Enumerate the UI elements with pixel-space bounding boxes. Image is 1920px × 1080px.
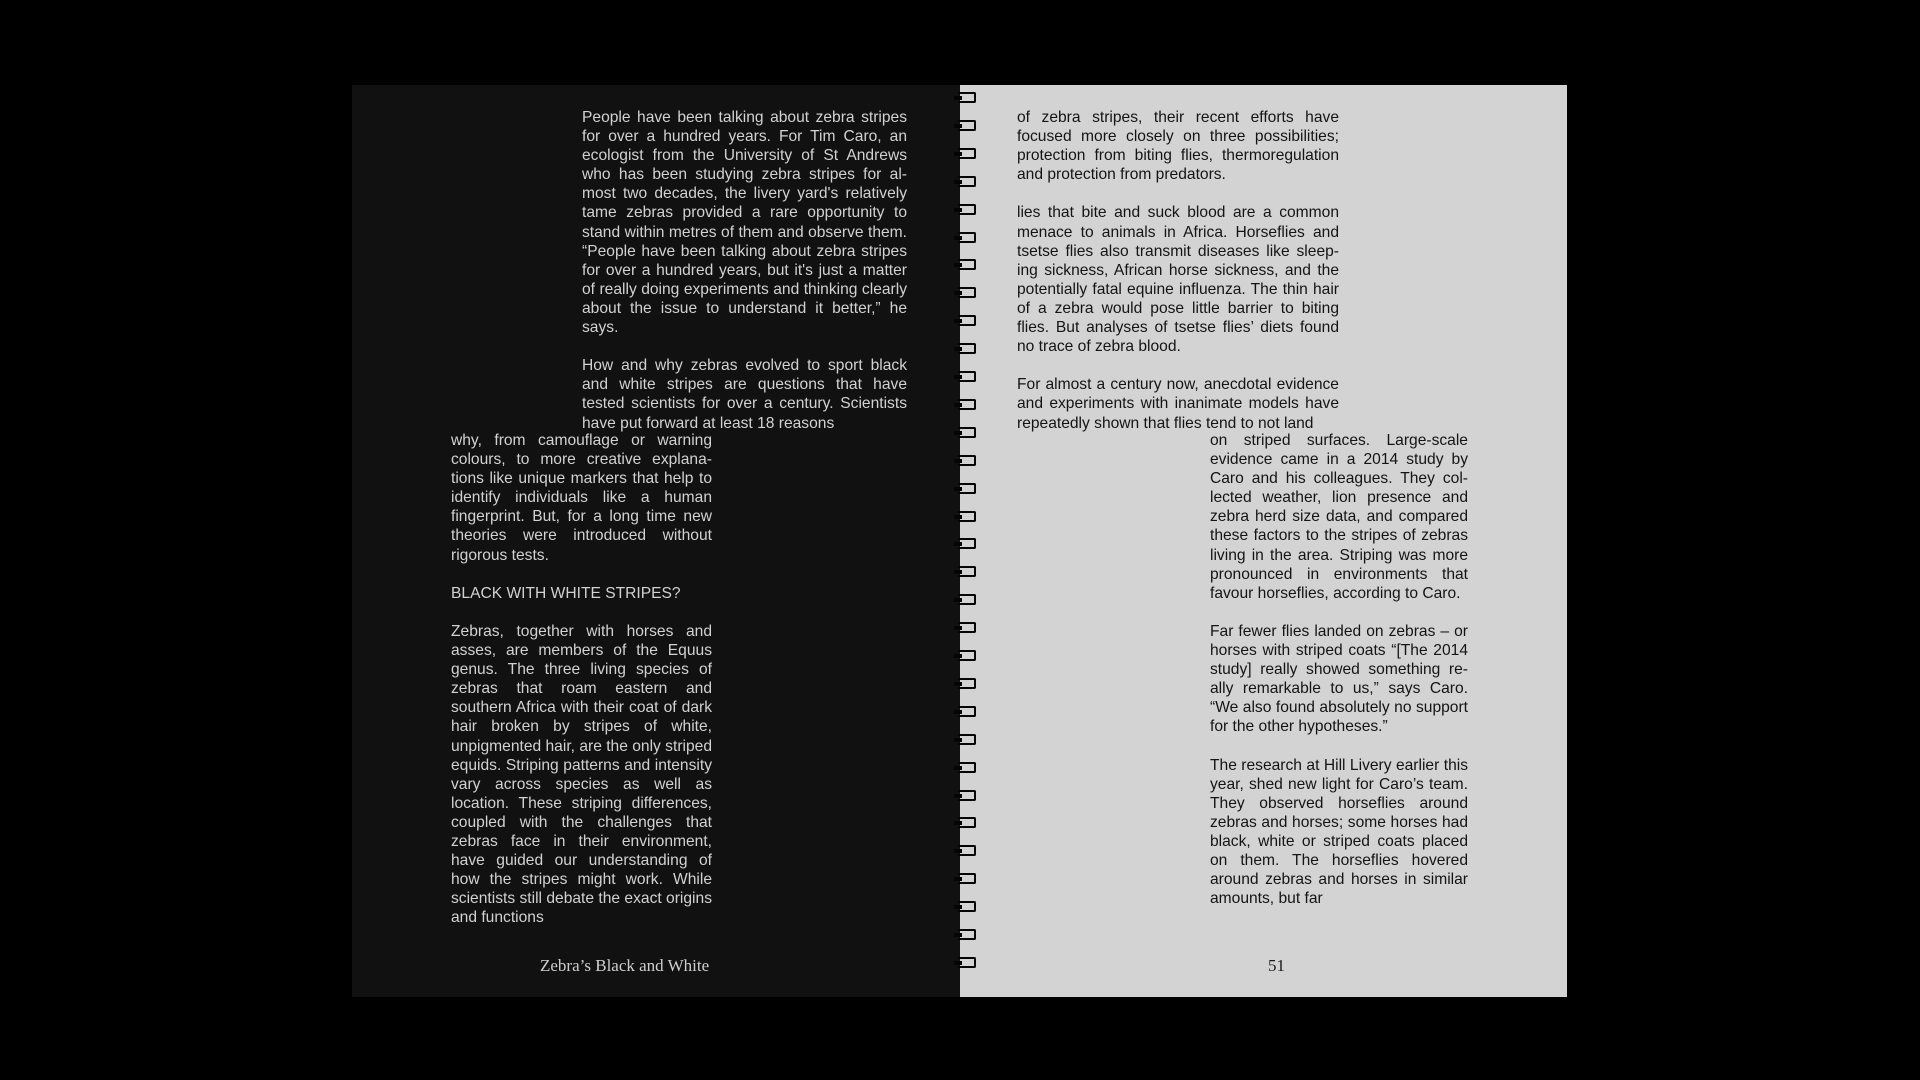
footer-title: Zebra’s Black and White xyxy=(540,956,710,975)
binding-coil xyxy=(958,204,976,215)
paragraph: How and why zebras evolved to sport black and white stripes are questions that have tested scientists for over a century. Scientists have put forward at least 18 reasons xyxy=(582,357,907,432)
right-column-bottom xyxy=(1210,431,1468,908)
paragraph: of zebra stripes, their recent efforts have focused more closely on three possibilities; protection from biting flies, thermoregulation and protection from predators. xyxy=(1017,109,1339,184)
binding-coil xyxy=(958,259,976,270)
binding-coil xyxy=(958,929,976,940)
left-column-bottom xyxy=(451,431,712,927)
binding-coil xyxy=(958,287,976,298)
binding-coil xyxy=(958,734,976,745)
binding-coil xyxy=(958,790,976,801)
binding-coil xyxy=(958,678,976,689)
binding-coil xyxy=(958,176,976,187)
paragraph: Zebras, together with horses and asses, are members of the Equus genus. The three living species of zebras that roam eastern and southern Africa with their coat of dark hair broken by stripes of white, unpigmented hair, are the only striped equids. Striping patterns and intensity vary across species as well as location. These striping differences, coupled with the challenges that zebras face in their environment, have guided our understanding of how the stripes might work. While scientists still debate the exact origins and functions xyxy=(451,622,712,927)
left-page xyxy=(352,85,960,997)
binding-coil xyxy=(958,873,976,884)
paragraph: People have been talking about zebra stripes for over a hundred years. For Tim Caro, an ecologist from the University of St Andrews who has been studying zebra stripes for almost two decades, the livery yard's relatively tame zebras provided a rare opportunity to stand within metres of them and observe them. “People have been talking about zebra stripes for over a hundred years, but it's just a matter of really doing experiments and thinking clearly about the issue to understand it better,” he says. xyxy=(582,109,907,337)
binding-coil xyxy=(958,427,976,438)
section-heading: BLACK WITH WHITE STRIPES? xyxy=(451,584,681,602)
binding-coil xyxy=(958,399,976,410)
right-page xyxy=(960,85,1567,997)
binding-coil xyxy=(958,817,976,828)
binding-coil xyxy=(958,762,976,773)
spiral-binding-icon xyxy=(958,92,982,984)
binding-coil xyxy=(958,845,976,856)
binding-coil xyxy=(958,957,976,968)
right-column-top xyxy=(1017,108,1339,433)
paragraph: why, from camouflage or warning colours, to more creative explanations like unique markers that help to identify individuals like a human fingerprint. But, for a long time new theories were introduced without rigorous tests. xyxy=(451,432,712,564)
page-number: 51 xyxy=(1268,956,1285,975)
binding-coil xyxy=(958,315,976,326)
binding-coil xyxy=(958,232,976,243)
paragraph: Far fewer flies landed on zebras – or horses with striped coats “[The 2014 study] really showed something really remarkable to us,” says Caro. “We also found absolutely no support for the other hypotheses.” xyxy=(1210,622,1468,736)
binding-coil xyxy=(958,901,976,912)
binding-coil xyxy=(958,343,976,354)
binding-coil xyxy=(958,92,976,103)
binding-coil xyxy=(958,511,976,522)
binding-coil xyxy=(958,148,976,159)
binding-coil xyxy=(958,483,976,494)
binding-coil xyxy=(958,622,976,633)
binding-coil xyxy=(958,566,976,577)
binding-coil xyxy=(958,650,976,661)
binding-coil xyxy=(958,706,976,717)
binding-coil xyxy=(958,455,976,466)
binding-coil xyxy=(958,538,976,549)
paragraph: on striped surfaces. Large-scale evidence came in a 2014 study by Caro and his colleagues. They collected weather, lion presence and zebra herd size data, and compared these factors to the stripes of zebras living in the area. Striping was more pronounced in environments that favour horseflies, according to Caro. xyxy=(1210,432,1468,602)
binding-coil xyxy=(958,371,976,382)
binding-coil xyxy=(958,594,976,605)
left-column-top xyxy=(582,108,907,433)
paragraph: lies that bite and suck blood are a common menace to animals in Africa. Horseflies and tsetse flies also transmit diseases like sleeping sickness, African horse sickness, and the potentially fatal equine influenza. The thin hair of a zebra would pose little barrier to biting flies. But analyses of tsetse flies’ diets found no trace of zebra blood. xyxy=(1017,204,1339,356)
binding-coil xyxy=(958,120,976,131)
paragraph: For almost a century now, anecdotal evidence and experiments with inanimate models have repeatedly shown that flies tend to not land xyxy=(1017,376,1339,432)
paragraph: The research at Hill Livery earlier this year, shed new light for Caro’s team. They observed horseflies around zebras and horses; some horses had black, white or striped coats placed on them. The horseflies hovered around zebras and horses in similar amounts, but far xyxy=(1210,756,1468,908)
